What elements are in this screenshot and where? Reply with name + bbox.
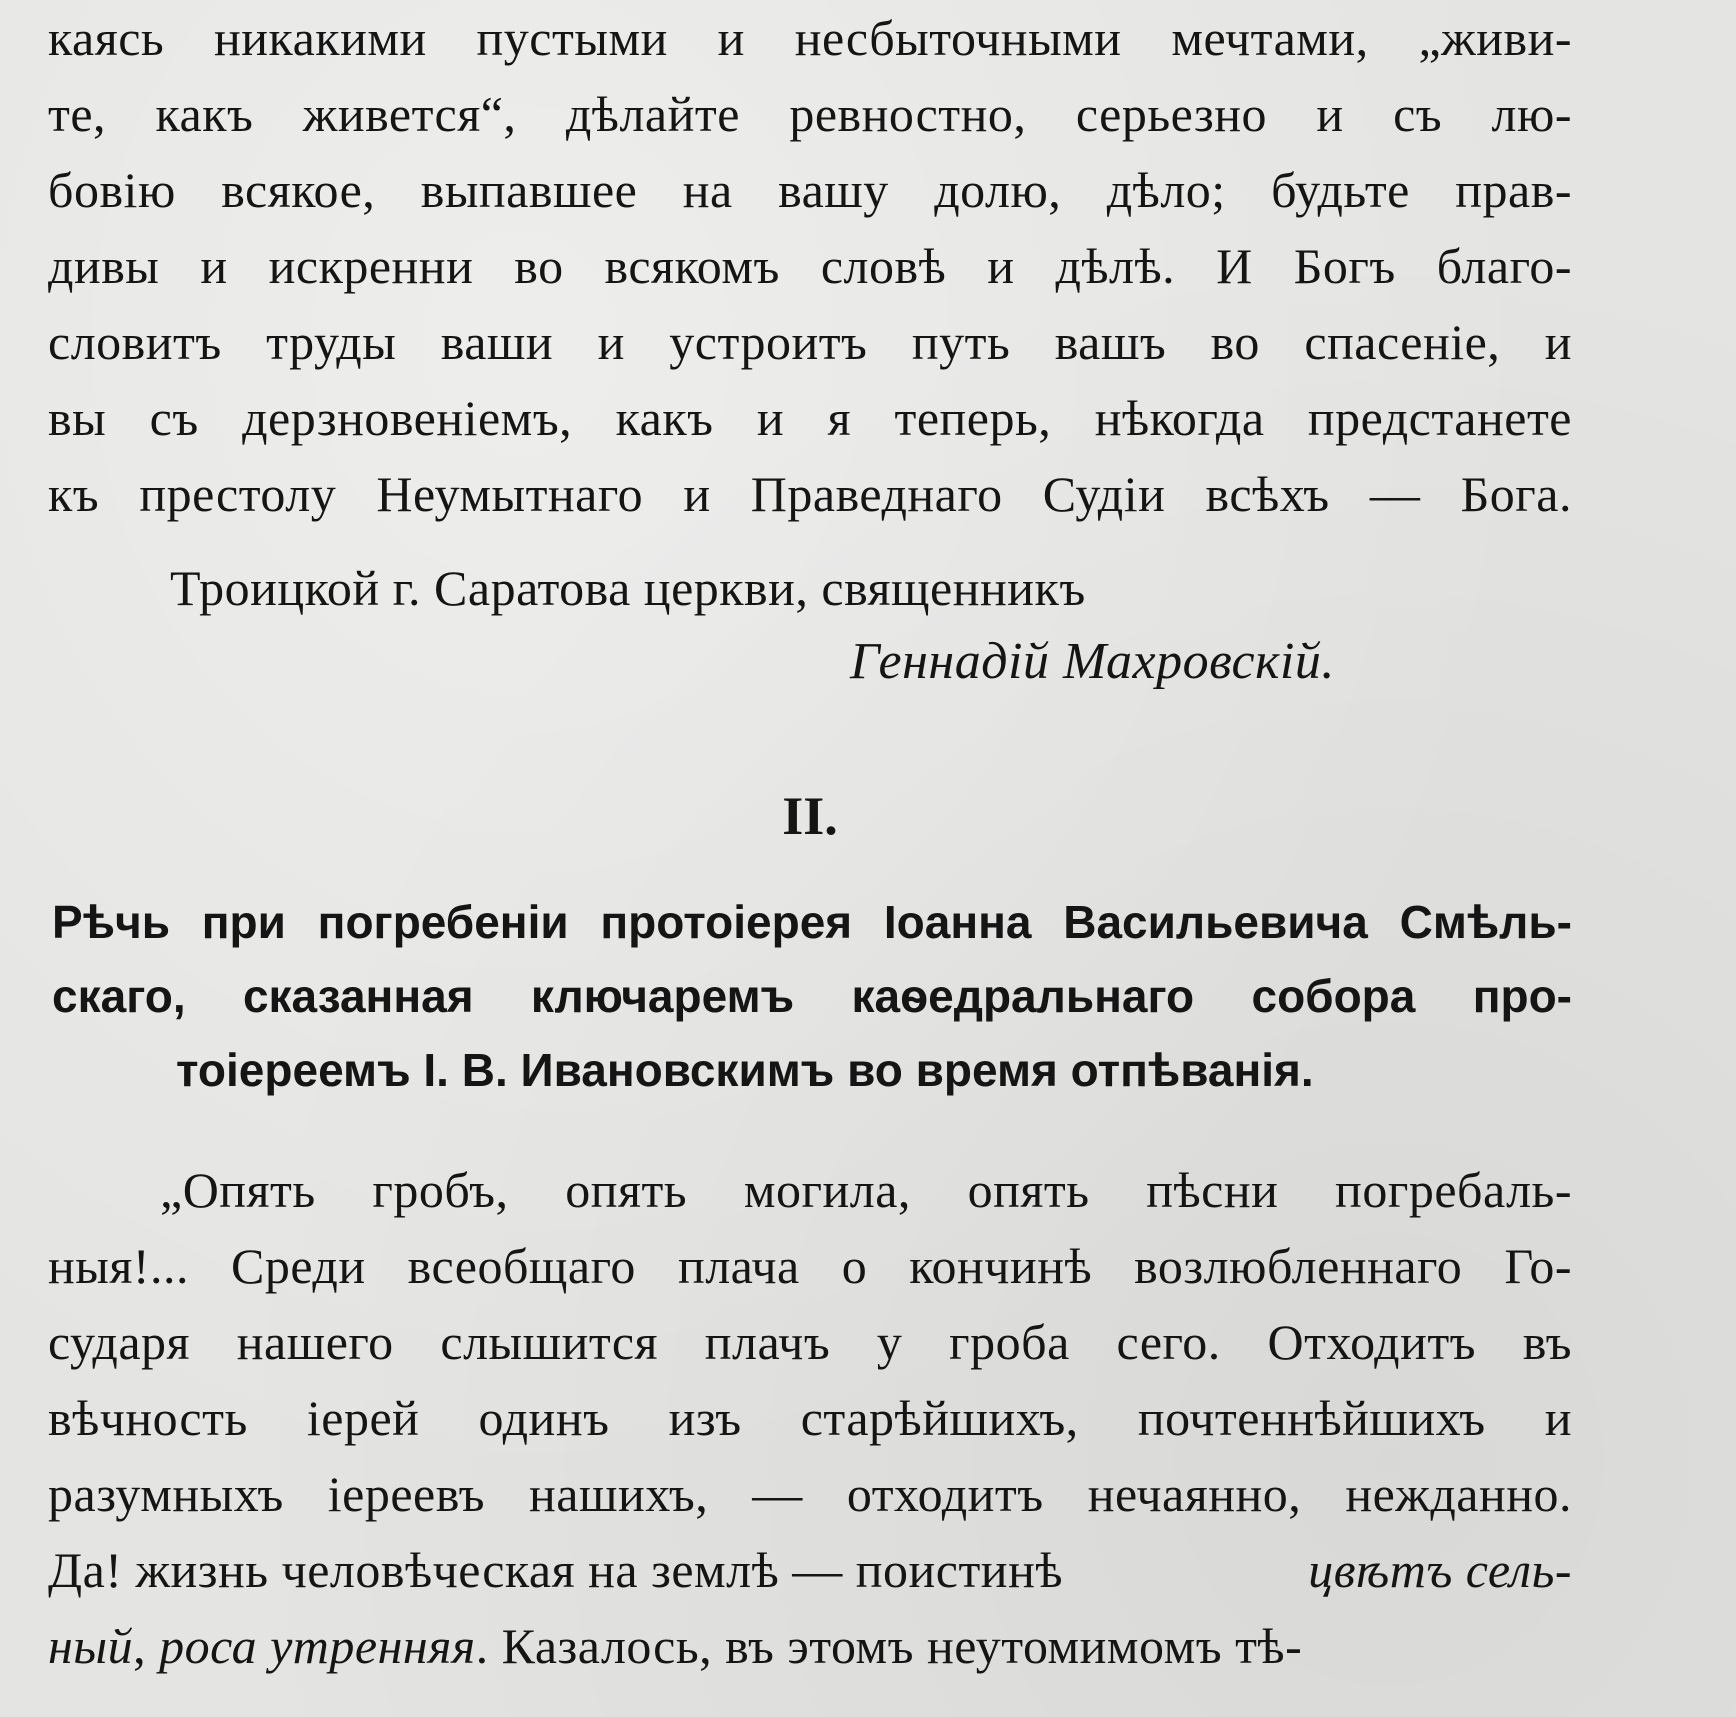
text-line: сударя нашего слышится плачъ у гроба сего. Отходитъ въ	[48, 1314, 1572, 1370]
text-line: „Опять гробъ, опять могила, опять пѣсни погребаль-	[160, 1162, 1572, 1218]
italic-phrase: цвѣтъ сель-	[1308, 1542, 1572, 1598]
heading-line: скаго, сказанная ключаремъ каѳедральнаго собора про-	[52, 970, 1572, 1022]
signature-name: Геннадій Махровскій.	[850, 633, 1335, 690]
text-line: те, какъ живется“, дѣлайте ревностно, серьезно и съ лю-	[48, 86, 1572, 142]
text-line: вѣчность іерей одинъ изъ старѣйшихъ, почтеннѣйшихъ и	[48, 1390, 1572, 1446]
heading-line: Рѣчь при погребеніи протоіерея Іоанна Васильевича Смѣль-	[52, 896, 1572, 948]
text-line: разумныхъ іереевъ нашихъ, — отходитъ нечаянно, нежданно.	[48, 1466, 1572, 1522]
text-segment: ,	[133, 1618, 147, 1674]
text-line: каясь никакими пустыми и несбыточными мечтами, „живи-	[48, 10, 1572, 66]
text-line: ныя!... Среди всеобщаго плача о кончинѣ возлюбленнаго Го-	[48, 1238, 1572, 1294]
text-line: вы съ дерзновеніемъ, какъ и я теперь, нѣкогда предстанете	[48, 390, 1572, 446]
text-line: дивы и искренни во всякомъ словѣ и дѣлѣ. И Богъ благо-	[48, 238, 1572, 294]
text-line	[48, 1540, 1572, 1600]
text-line: словитъ труды ваши и устроитъ путь вашъ во спасеніе, и	[48, 314, 1572, 370]
heading-line: тоіереемъ І. В. Ивановскимъ во время отпѣванія.	[176, 1044, 1314, 1096]
text-line	[48, 1616, 1572, 1676]
text-segment: . Казалось, въ этомъ неутомимомъ тѣ-	[475, 1618, 1303, 1674]
italic-phrase: ный	[48, 1618, 134, 1674]
text-segment: Да! жизнь человѣческая на землѣ — поистинѣ	[48, 1542, 1063, 1598]
text-line: къ престолу Неумытнаго и Праведнаго Судіи всѣхъ — Бога.	[48, 466, 1572, 522]
text-line: бовію всякое, выпавшее на вашу долю, дѣло; будьте прав-	[48, 162, 1572, 218]
signature-affiliation: Троицкой г. Саратова церкви, священникъ	[170, 560, 1086, 616]
italic-phrase: роса утренняя	[159, 1618, 476, 1674]
section-number: II.	[782, 786, 838, 846]
